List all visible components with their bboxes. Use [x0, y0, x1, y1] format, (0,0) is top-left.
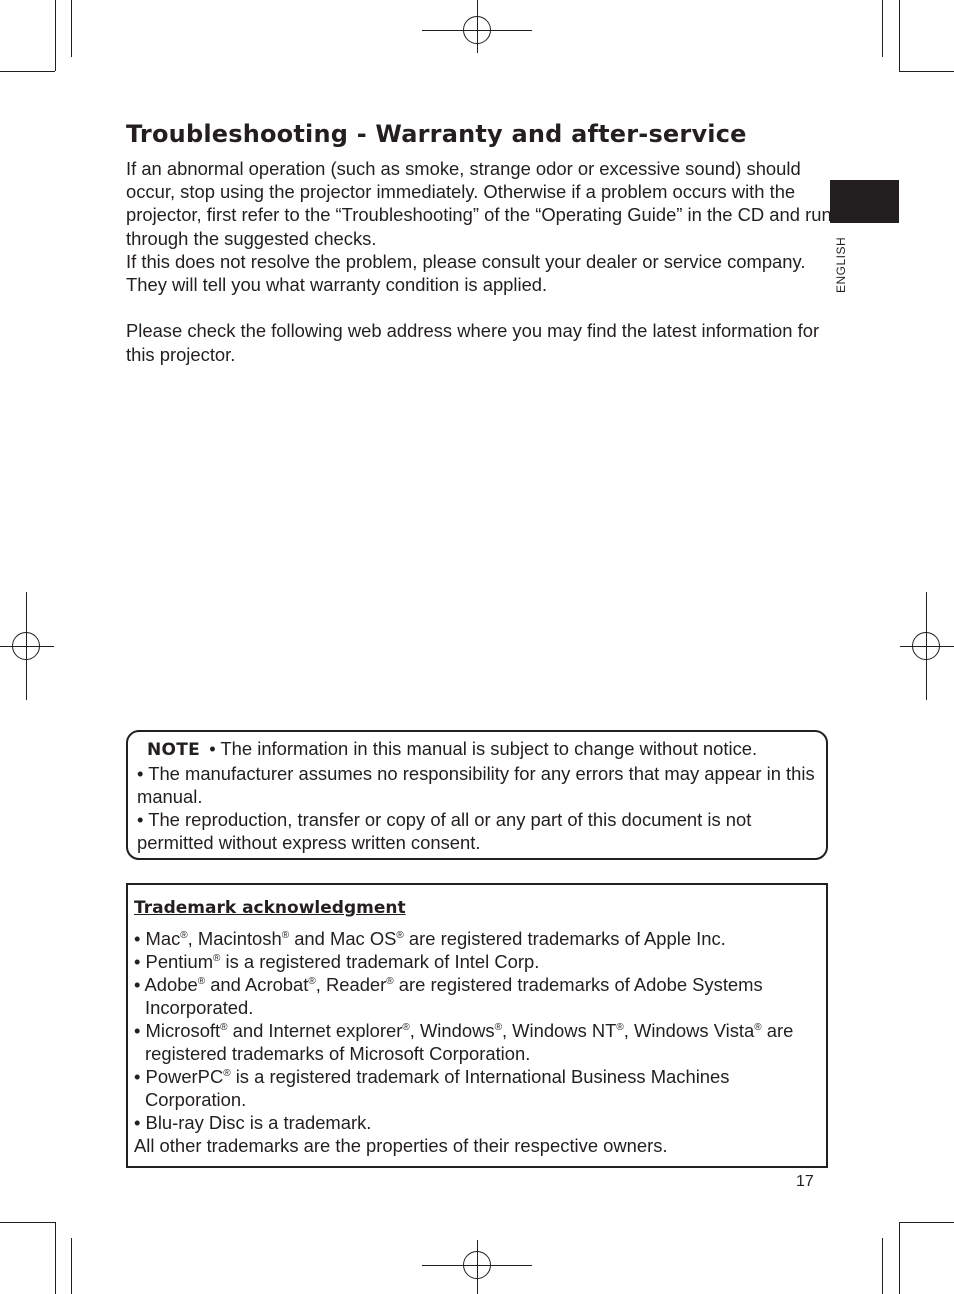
- registration-mark: [463, 1251, 491, 1279]
- paragraph: If this does not resolve the problem, please consult your dealer or service company. They will tell you what warranty condition is applied.: [126, 250, 806, 296]
- trademark-item: • Mac®, Macintosh® and Mac OS® are registered trademarks of Apple Inc.: [134, 928, 726, 949]
- paragraph: Please check the following web address where you may find the latest information for this projector.: [126, 320, 820, 365]
- trademark-heading: Trademark acknowledgment: [134, 898, 406, 918]
- crop-mark: [0, 1222, 55, 1223]
- page-title: Troubleshooting - Warranty and after-service: [126, 120, 747, 148]
- trademark-box: [126, 883, 828, 1168]
- trademark-footer: All other trademarks are the properties of their respective owners.: [134, 1135, 668, 1156]
- note-box: [126, 730, 828, 860]
- registration-mark: [12, 632, 40, 660]
- crop-mark: [71, 1238, 72, 1294]
- language-tab: [830, 180, 899, 223]
- trademark-item: • Blu-ray Disc is a trademark.: [134, 1112, 372, 1133]
- crop-mark: [55, 0, 56, 71]
- trademark-item: • Pentium® is a registered trademark of Intel Corp.: [134, 951, 540, 972]
- crop-mark: [899, 1222, 954, 1223]
- trademark-item: • Adobe® and Acrobat®, Reader® are registered trademarks of Adobe Systems Incorporated.: [134, 974, 763, 1018]
- note-label: NOTE: [147, 740, 201, 760]
- body-text: [126, 157, 836, 366]
- crop-mark: [55, 1222, 56, 1294]
- crop-mark: [882, 0, 883, 57]
- note-line: • The reproduction, transfer or copy of all or any part of this document is not permitted without express written consent.: [137, 809, 752, 853]
- trademark-item: • Microsoft® and Internet explorer®, Windows®, Windows NT®, Windows Vista® are registered trademarks of Microsoft Corporation.: [134, 1020, 794, 1064]
- note-line: [137, 737, 818, 762]
- trademark-item: • PowerPC® is a registered trademark of International Business Machines Corporation.: [134, 1066, 730, 1110]
- crop-mark: [899, 0, 900, 71]
- registration-mark: [912, 632, 940, 660]
- page-number: 17: [796, 1173, 814, 1190]
- language-label: ENGLISH: [834, 236, 848, 293]
- crop-mark: [882, 1238, 883, 1294]
- note-text: • The information in this manual is subject to change without notice.: [209, 738, 758, 759]
- crop-mark: [71, 0, 72, 57]
- crop-mark: [899, 1222, 900, 1294]
- crop-mark: [899, 71, 954, 72]
- note-line: • The manufacturer assumes no responsibility for any errors that may appear in this manual.: [137, 763, 815, 807]
- paragraph: If an abnormal operation (such as smoke, strange odor or excessive sound) should occur, stop using the projector immediately. Otherwise if a problem occurs with the projector, first refer to the “Troubleshooting” of the “Operating Guide” in the CD and run through the suggested checks.: [126, 158, 832, 249]
- crop-mark: [0, 71, 55, 72]
- registration-mark: [463, 16, 491, 44]
